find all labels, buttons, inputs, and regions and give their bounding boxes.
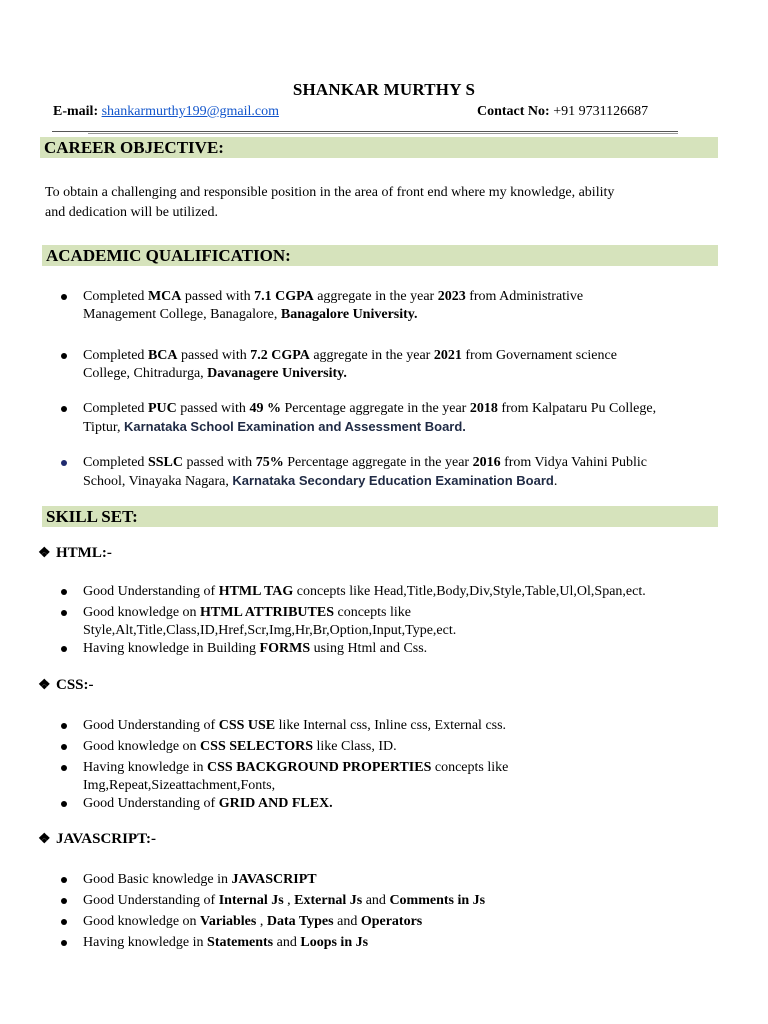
academic-item-puc: Completed PUC passed with 49 % Percentage aggregate in the year 2018 from Kalpataru Pu College, Tiptur, Karnataka School Examination and Assessment Board. [61, 400, 721, 437]
academic-qualification-title: ACADEMIC QUALIFICATION: [46, 246, 291, 265]
academic-list [61, 400, 721, 437]
bullet-dot-icon [61, 919, 67, 925]
academic-qualification-heading [42, 245, 718, 266]
career-objective-text [45, 183, 685, 223]
bullet-dot-icon [61, 723, 67, 729]
bullet-dot-icon [61, 765, 67, 771]
bullet-dot-icon [61, 460, 67, 466]
list-item: Good knowledge on HTML ATTRIBUTES concepts like Style,Alt,Title,Class,ID,Href,Scr,Img,Hr,Br,Option,Input,Type,ect. [61, 604, 741, 640]
list-item: Good knowledge on CSS SELECTORS like Class, ID. [61, 738, 741, 756]
bullet-dot-icon [61, 406, 67, 412]
academic-item-bca: Completed BCA passed with 7.2 CGPA aggregate in the year 2021 from Governament science College, Chitradurga, Davanagere University. [61, 347, 721, 383]
email-line [53, 104, 279, 120]
list-item: Good Basic knowledge in JAVASCRIPT [61, 871, 741, 889]
bullet-dot-icon [61, 801, 67, 807]
bullet-dot-icon [61, 610, 67, 616]
header-divider [52, 131, 678, 132]
javascript-subheading: ❖ JAVASCRIPT:- [38, 831, 157, 847]
list-item: Good knowledge on Variables , Data Types and Operators [61, 913, 741, 931]
css-skill-list [61, 717, 741, 813]
bullet-dot-icon [61, 294, 67, 300]
bullet-dot-icon [61, 589, 67, 595]
academic-list [61, 347, 721, 383]
skill-set-heading [42, 506, 718, 527]
bullet-dot-icon [61, 898, 67, 904]
diamond-icon: ❖ [38, 546, 51, 561]
bullet-dot-icon [61, 940, 67, 946]
javascript-skill-list [61, 871, 741, 952]
bullet-dot-icon [61, 877, 67, 883]
contact-number: +91 9731126687 [553, 104, 649, 119]
email-label: E-mail: [53, 104, 99, 119]
career-objective-line: To obtain a challenging and responsible position in the area of front end where my knowledge, ability [45, 185, 615, 200]
candidate-name: SHANKAR MURTHY S [292, 80, 476, 99]
career-objective-title: CAREER OBJECTIVE: [44, 138, 224, 157]
list-item: Good Understanding of Internal Js , External Js and Comments in Js [61, 892, 741, 910]
skill-set-title: SKILL SET: [46, 507, 138, 526]
header-divider-secondary [88, 133, 678, 134]
css-subheading: ❖ CSS:- [38, 677, 94, 693]
bullet-dot-icon [61, 646, 67, 652]
bullet-dot-icon [61, 353, 67, 359]
contact-line [477, 104, 648, 120]
list-item: Good Understanding of HTML TAG concepts like Head,Title,Body,Div,Style,Table,Ul,Ol,Span,ect. [61, 583, 741, 601]
academic-item-mca: Completed MCA passed with 7.1 CGPA aggregate in the year 2023 from Administrative Management College, Banagalore, Banagalore University. [61, 288, 721, 324]
list-item: Having knowledge in Building FORMS using Html and Css. [61, 640, 741, 658]
career-objective-heading [40, 137, 718, 158]
diamond-icon: ❖ [38, 832, 51, 847]
academic-item-sslc: Completed SSLC passed with 75% Percentage aggregate in the year 2016 from Vidya Vahini Public School, Vinayaka Nagara, Karnataka Secondary Education Examination Board. [61, 454, 721, 491]
bullet-dot-icon [61, 744, 67, 750]
diamond-icon: ❖ [38, 678, 51, 693]
academic-list [61, 288, 721, 324]
contact-label: Contact No: [477, 104, 550, 119]
list-item: Having knowledge in CSS BACKGROUND PROPERTIES concepts like Img,Repeat,Sizeattachment,Fonts, [61, 759, 741, 795]
list-item: Good Understanding of CSS USE like Internal css, Inline css, External css. [61, 717, 741, 735]
html-subheading: ❖ HTML:- [38, 545, 112, 561]
html-skill-list [61, 583, 741, 658]
career-objective-line: and dedication will be utilized. [45, 205, 219, 220]
list-item: Having knowledge in Statements and Loops in Js [61, 934, 741, 952]
academic-list [61, 454, 721, 491]
email-link[interactable]: shankarmurthy199@gmail.com [101, 104, 279, 119]
list-item: Good Understanding of GRID AND FLEX. [61, 795, 741, 813]
